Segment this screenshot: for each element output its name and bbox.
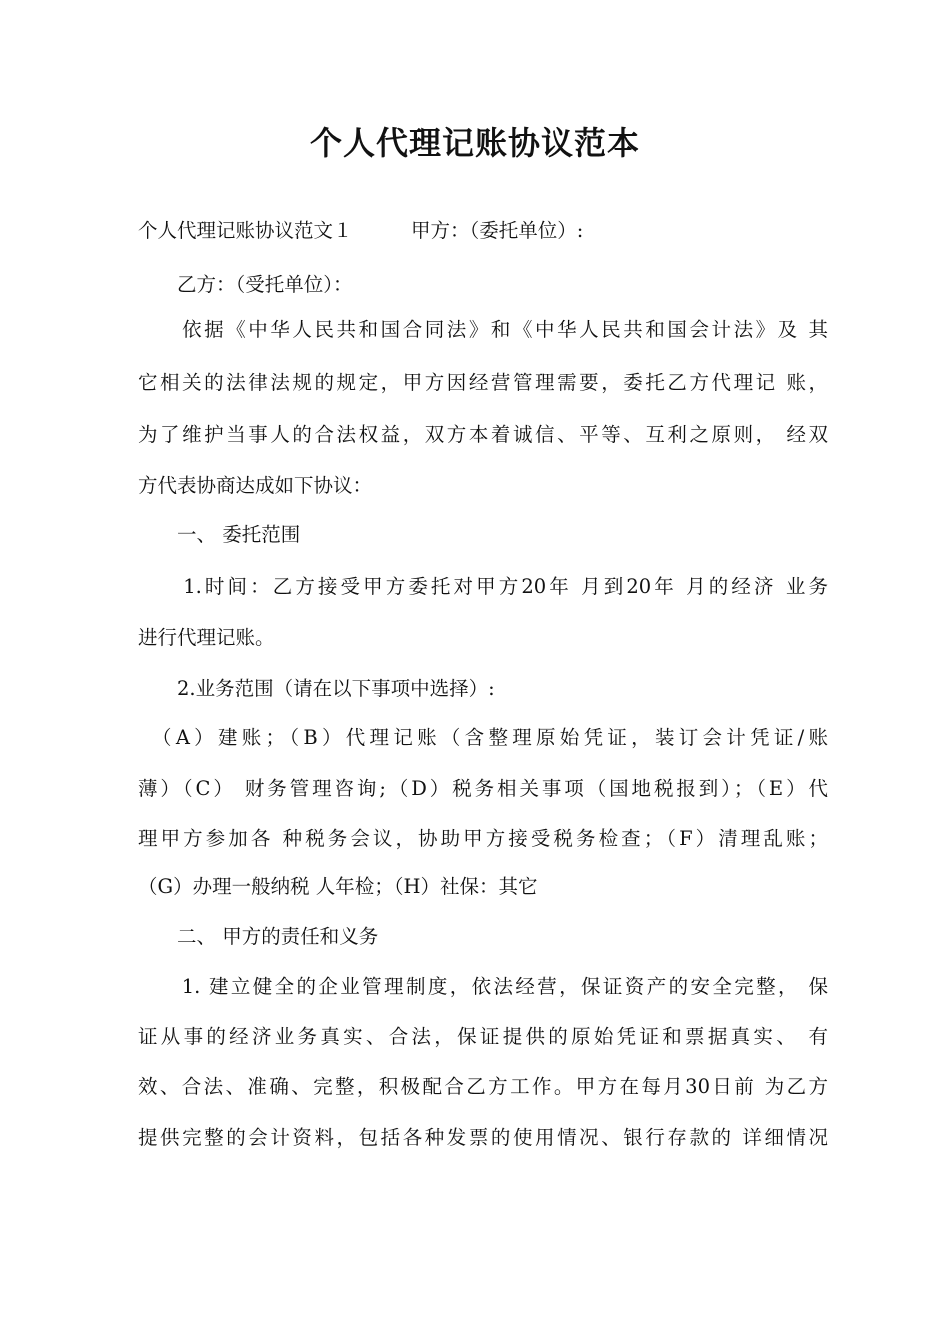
text-line-11: （A）建账；（B）代理记账（含整理原始凭证，装订会计凭证/账 xyxy=(138,726,828,749)
text-line-17: 证从事的经济业务真实、合法，保证提供的原始凭证和票据真实、 有 xyxy=(138,1025,828,1048)
text-line-18: 效、合法、准确、完整，积极配合乙方工作。甲方在每月30日前 为乙方 xyxy=(138,1075,828,1098)
text-line-9: 进行代理记账。 xyxy=(138,626,275,649)
text-line-16: 1. 建立健全的企业管理制度，依法经营，保证资产的安全完整， 保 xyxy=(138,975,828,998)
text-line-2: 乙方：（受托单位）： xyxy=(138,273,353,296)
text-line-6: 方代表协商达成如下协议： xyxy=(138,474,373,497)
text-line-12: 薄）（C） 财务管理咨询;（D）税务相关事项（国地税报到）；（E）代 xyxy=(138,777,828,800)
text-line-5: 为了维护当事人的合法权益，双方本着诚信、平等、互利之原则， 经双 xyxy=(138,423,828,446)
text-line-4: 它相关的法律法规的规定，甲方因经营管理需要，委托乙方代理记 账， xyxy=(138,371,828,394)
section-heading-2: 二、 甲方的责任和义务 xyxy=(138,925,379,948)
text-line-14: （G）办理一般纳税 人年检；（H）社保：其它 xyxy=(138,875,538,898)
document-title: 个人代理记账协议范本 xyxy=(309,124,640,162)
section-heading-1: 一、 委托范围 xyxy=(138,523,301,546)
text-line-3: 依据《中华人民共和国合同法》和《中华人民共和国会计法》及 其 xyxy=(138,318,828,341)
text-line-10: 2.业务范围（请在以下事项中选择）: xyxy=(138,677,495,700)
text-line-19: 提供完整的会计资料，包括各种发票的使用情况、银行存款的 详细情况 xyxy=(138,1126,828,1149)
text-line-13: 理甲方参加各 种税务会议，协助甲方接受税务检查；（F）清理乱账； xyxy=(138,827,828,850)
text-line-1: 个人代理记账协议范文１ 甲方：（委托单位）: xyxy=(138,219,584,242)
text-line-8: 1.时间：乙方接受甲方委托对甲方20年 月到20年 月的经济 业务 xyxy=(138,575,828,598)
